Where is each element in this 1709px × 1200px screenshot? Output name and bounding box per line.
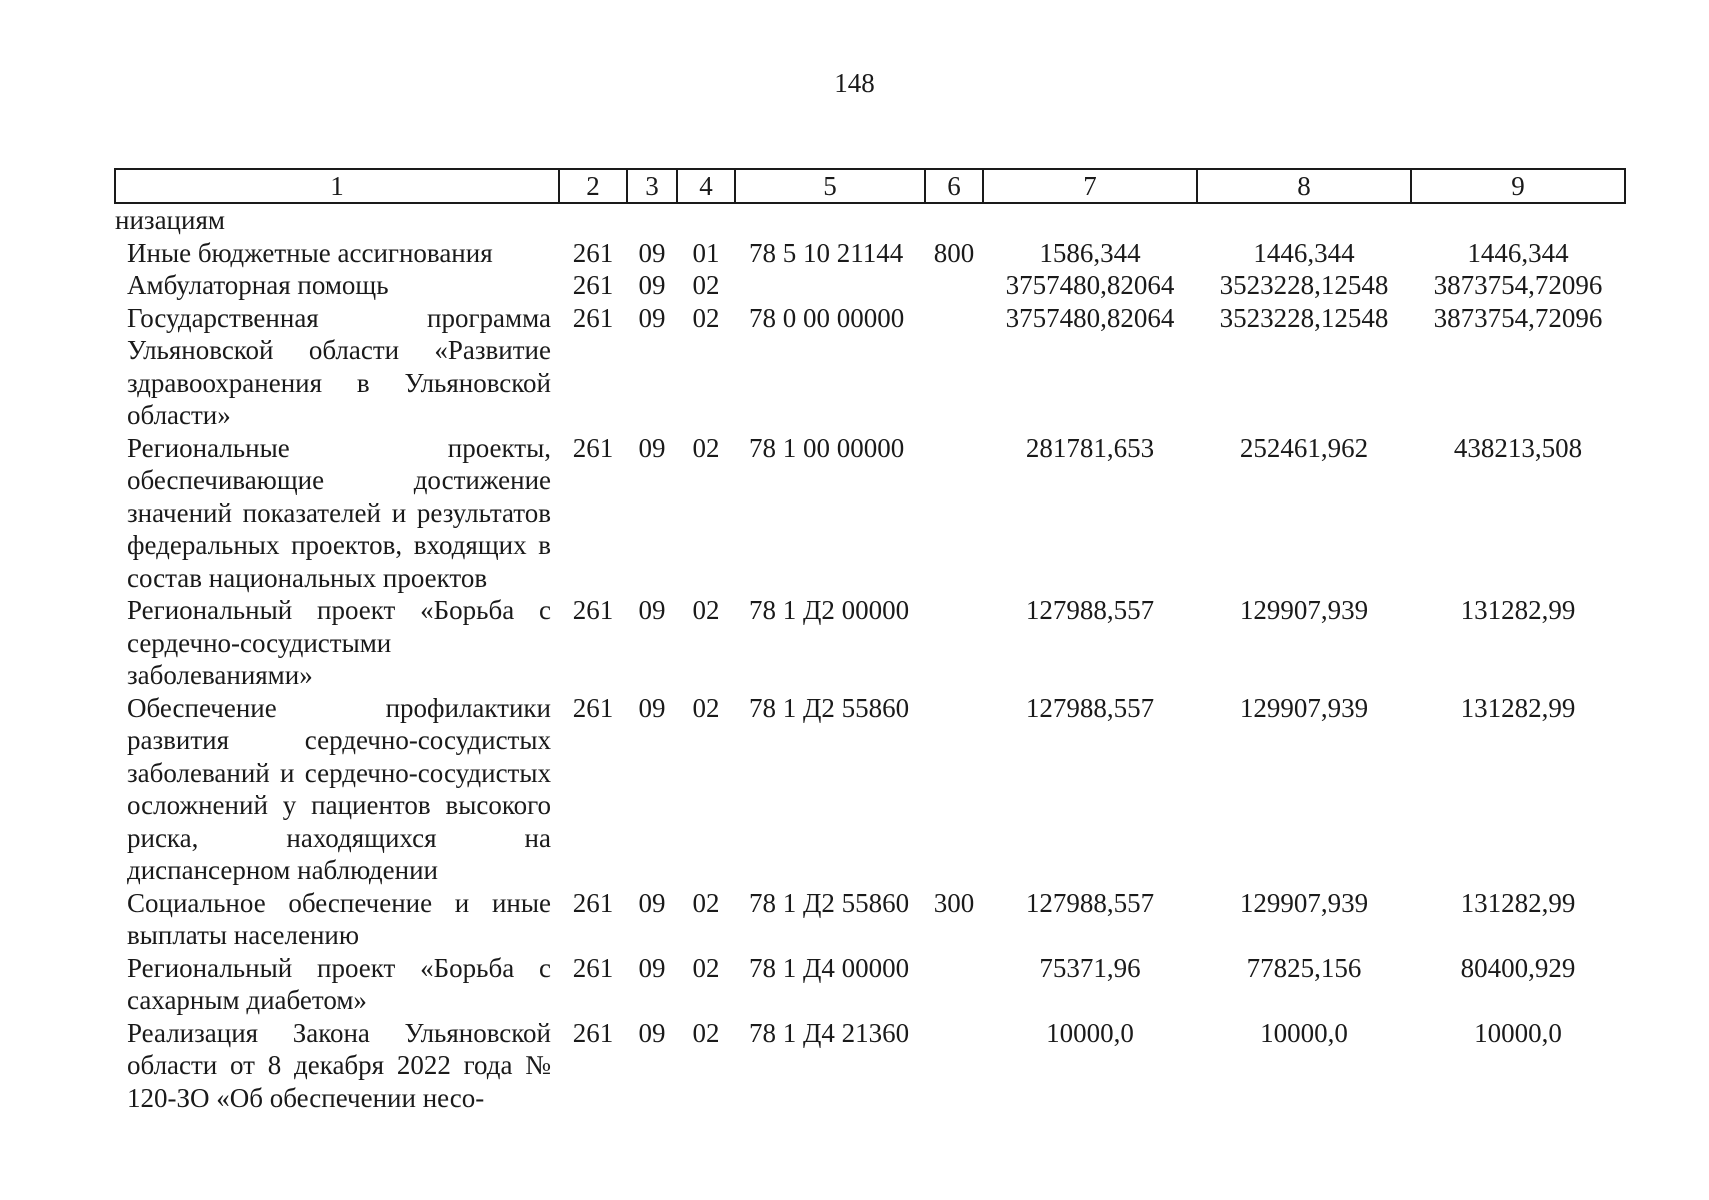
- column-header: 9: [1411, 169, 1625, 203]
- row-rz: 09: [638, 887, 666, 918]
- column-header: 1: [115, 169, 559, 203]
- table-row: [115, 594, 1625, 692]
- row-pr: [677, 203, 735, 237]
- row-year1: 127988,557: [1025, 595, 1155, 625]
- row-name: Государственная программа Ульяновской области «Развитие здравоохранения в Ульяновской области»: [127, 302, 551, 430]
- row-year3: 131282,99: [1460, 692, 1576, 723]
- table-row: [115, 692, 1625, 887]
- row-year1: 281781,653: [1025, 432, 1155, 463]
- row-year2: 77825,156: [1246, 952, 1362, 983]
- row-csr: [735, 203, 925, 237]
- page-number: 148: [834, 68, 875, 98]
- row-year1: 10000,0: [1046, 1017, 1134, 1048]
- row-year2: 3523228,12548: [1219, 302, 1389, 333]
- row-pr: 02: [692, 595, 720, 625]
- table-row: [115, 237, 1625, 270]
- row-name: Реализация Закона Ульяновской области от 8 декабря 2022 года № 120-ЗО «Об обеспечении несо-: [127, 1017, 551, 1113]
- row-year1: 1586,344: [1039, 237, 1141, 268]
- row-rz: 09: [638, 1017, 666, 1048]
- row-adm: 261: [572, 692, 614, 723]
- row-year3: 438213,508: [1453, 432, 1583, 463]
- row-rz: 09: [638, 692, 666, 723]
- row-pr: 02: [692, 270, 720, 300]
- row-csr: 78 1 Д4 21360: [749, 1017, 910, 1048]
- row-csr: 78 1 Д2 00000: [749, 595, 910, 625]
- table-header-row: [115, 169, 1625, 203]
- table-row: [115, 432, 1625, 595]
- row-pr: 01: [692, 237, 720, 268]
- row-year3: 131282,99: [1460, 595, 1576, 625]
- row-year1: 3757480,82064: [1005, 302, 1175, 333]
- row-vr: [925, 692, 983, 887]
- row-name: Иные бюджетные ассигнования: [127, 237, 493, 268]
- row-pr: 02: [692, 302, 720, 333]
- row-year2: 252461,962: [1239, 432, 1369, 463]
- row-csr: 78 5 10 21144: [749, 237, 904, 268]
- row-vr: [925, 302, 983, 432]
- row-year3: 80400,929: [1460, 952, 1576, 983]
- row-year1: 3757480,82064: [1005, 270, 1175, 300]
- row-year1: 75371,96: [1039, 952, 1141, 983]
- row-vr: [925, 269, 983, 302]
- row-rz: 09: [638, 302, 666, 333]
- row-pr: 02: [692, 432, 720, 463]
- row-pr: 02: [692, 692, 720, 723]
- table-row: [115, 203, 1625, 237]
- row-vr: [925, 1017, 983, 1115]
- row-adm: 261: [572, 952, 614, 983]
- row-name: Амбулаторная помощь: [127, 270, 389, 300]
- column-header: 5: [735, 169, 925, 203]
- row-year2: 10000,0: [1260, 1017, 1348, 1048]
- row-year2: 3523228,12548: [1219, 270, 1389, 300]
- column-header: 7: [983, 169, 1197, 203]
- row-adm: 261: [572, 1017, 614, 1048]
- column-header: 6: [925, 169, 983, 203]
- table-row: [115, 887, 1625, 952]
- row-year2: 1446,344: [1253, 237, 1355, 268]
- row-pr: 02: [692, 887, 720, 918]
- row-year1: 127988,557: [1025, 887, 1155, 918]
- row-year3: 3873754,72096: [1433, 270, 1603, 300]
- row-csr: 78 1 Д2 55860: [749, 692, 910, 723]
- row-vr: [925, 203, 983, 237]
- row-vr: [925, 594, 983, 692]
- row-adm: [559, 203, 627, 237]
- row-adm: 261: [572, 270, 614, 300]
- row-year1: 127988,557: [1025, 692, 1155, 723]
- row-rz: 09: [638, 432, 666, 463]
- row-name: Региональный проект «Борьба с сахарным диабетом»: [127, 952, 551, 1015]
- table-row: [115, 1017, 1625, 1115]
- row-rz: 09: [638, 237, 666, 268]
- row-name: низациям: [115, 205, 225, 235]
- row-rz: 09: [638, 952, 666, 983]
- column-header: 8: [1197, 169, 1411, 203]
- row-vr: 300: [933, 887, 975, 918]
- row-year3: 131282,99: [1460, 887, 1576, 918]
- row-vr: [925, 432, 983, 595]
- row-year3: 1446,344: [1467, 237, 1569, 268]
- table-row: [115, 269, 1625, 302]
- row-year2: [1197, 203, 1411, 237]
- row-name: Региональный проект «Борьба с сердечно-сосудистыми заболеваниями»: [127, 595, 551, 690]
- row-vr: 800: [933, 237, 975, 268]
- row-year2: 129907,939: [1239, 595, 1369, 625]
- row-csr: 78 1 Д4 00000: [749, 952, 910, 983]
- row-rz: 09: [638, 270, 666, 300]
- row-adm: 261: [572, 237, 614, 268]
- table-row: [115, 302, 1625, 432]
- row-csr: 78 1 Д2 55860: [749, 887, 910, 918]
- row-vr: [925, 952, 983, 1017]
- row-pr: 02: [692, 1017, 720, 1048]
- row-csr: 78 1 00 00000: [749, 432, 905, 463]
- row-adm: 261: [572, 302, 614, 333]
- row-year3: 10000,0: [1474, 1017, 1562, 1048]
- row-year3: 3873754,72096: [1433, 302, 1603, 333]
- column-header: 3: [627, 169, 677, 203]
- row-rz: [627, 203, 677, 237]
- row-year3: [1411, 203, 1625, 237]
- row-name: Обеспечение профилактики развития сердечно-сосудистых заболеваний и сердечно-сосудистых осложнений у пациентов высокого риска, находящихся на диспансерном наблюдении: [127, 692, 551, 885]
- row-name: Социальное обеспечение и иные выплаты населению: [127, 887, 551, 950]
- row-year2: 129907,939: [1239, 887, 1369, 918]
- row-pr: 02: [692, 952, 720, 983]
- column-header: 2: [559, 169, 627, 203]
- row-adm: 261: [572, 595, 614, 625]
- row-rz: 09: [638, 595, 666, 625]
- row-year1: [983, 203, 1197, 237]
- row-adm: 261: [572, 887, 614, 918]
- row-csr: 78 0 00 00000: [749, 302, 905, 333]
- row-adm: 261: [572, 432, 614, 463]
- column-header: 4: [677, 169, 735, 203]
- row-name: Региональные проекты, обеспечивающие достижение значений показателей и результатов федеральных проектов, входящих в состав национальных проектов: [127, 432, 551, 593]
- row-year2: 129907,939: [1239, 692, 1369, 723]
- table-row: [115, 952, 1625, 1017]
- row-csr: [735, 269, 925, 302]
- budget-table: [114, 168, 1626, 1114]
